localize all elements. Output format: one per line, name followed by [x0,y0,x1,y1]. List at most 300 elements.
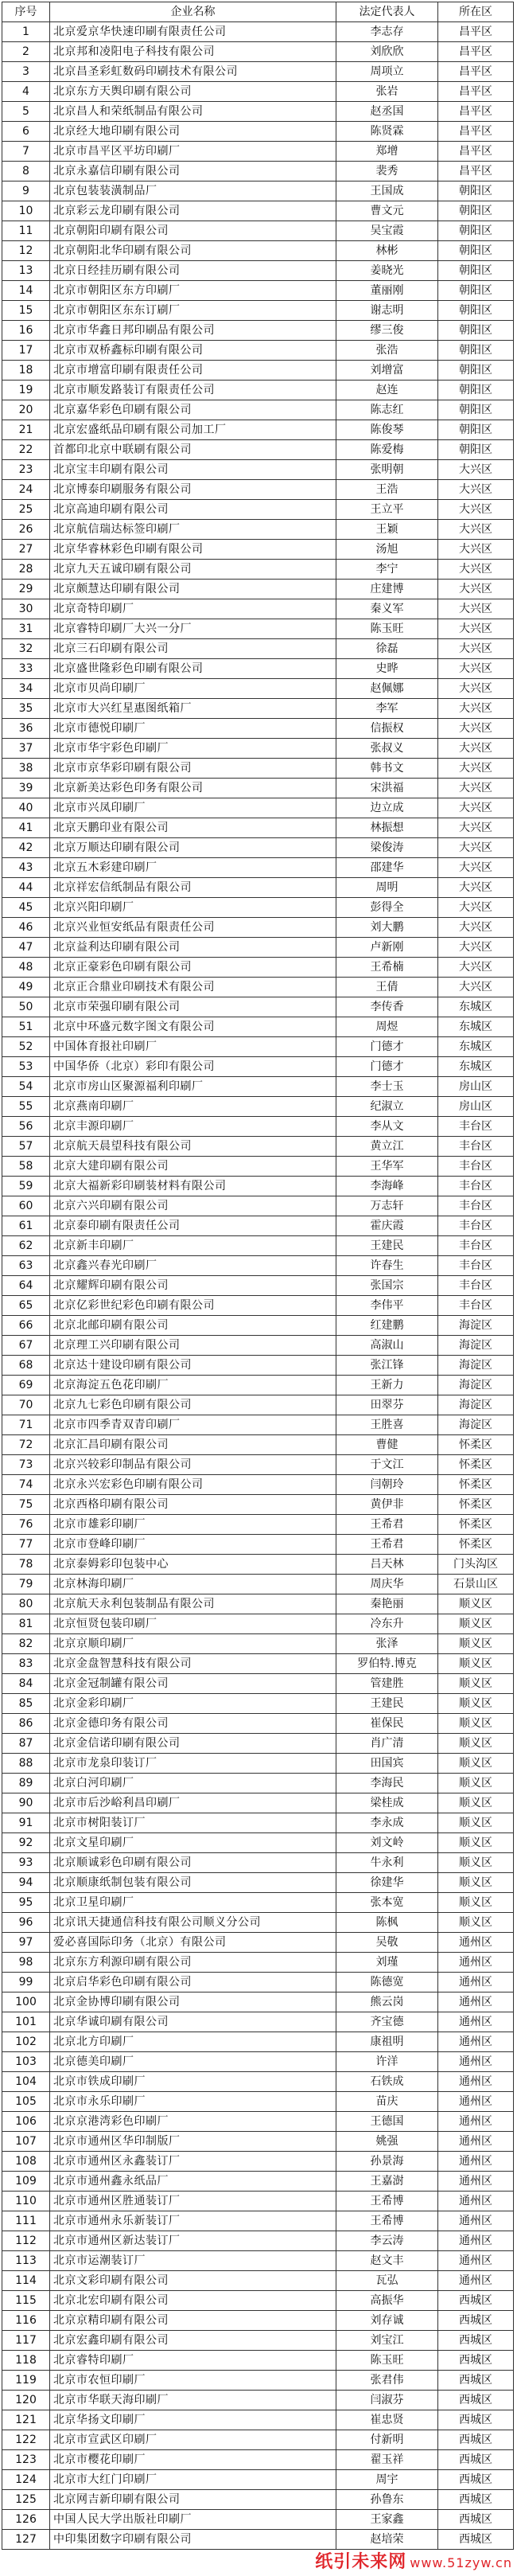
cell-legal-rep: 李从文 [336,1117,438,1137]
cell-company-name: 北京三石印刷有限公司 [50,639,336,659]
cell-no: 13 [2,261,50,281]
cell-district: 顺义区 [438,1774,514,1793]
cell-district: 朝阳区 [438,341,514,361]
cell-company-name: 北京兴业恒安纸品有限责任公司 [50,918,336,938]
cell-legal-rep: 张本宽 [336,1893,438,1913]
cell-company-name: 北京顺诚彩色印刷有限公司 [50,1853,336,1873]
cell-district: 怀柔区 [438,1455,514,1475]
cell-legal-rep: 刘增富 [336,361,438,381]
cell-company-name: 北京大福新彩印刷装材料有限公司 [50,1177,336,1196]
cell-district: 大兴区 [438,500,514,520]
header-no: 序号 [2,2,50,22]
table-row [2,1097,514,1117]
cell-legal-rep: 郑增 [336,142,438,162]
cell-district: 顺义区 [438,1833,514,1853]
cell-legal-rep: 秦艳丽 [336,1594,438,1614]
cell-district: 顺义区 [438,1654,514,1674]
cell-district: 海淀区 [438,1316,514,1336]
cell-legal-rep: 林振想 [336,818,438,838]
cell-legal-rep: 瓦弘 [336,2271,438,2291]
cell-company-name: 北京嘉华彩色印刷有限公司 [50,400,336,420]
cell-company-name: 北京彩云龙印刷有限公司 [50,201,336,221]
cell-company-name: 中国体育报社印刷厂 [50,1037,336,1057]
cell-district: 大兴区 [438,619,514,639]
table-row [2,2410,514,2430]
cell-legal-rep: 许洋 [336,2052,438,2072]
cell-company-name: 北京市永乐印刷厂 [50,2092,336,2112]
cell-legal-rep: 王希博 [336,2211,438,2231]
cell-legal-rep: 刘欣欣 [336,42,438,62]
cell-no: 19 [2,381,50,400]
cell-no: 40 [2,798,50,818]
table-row [2,1515,514,1535]
cell-legal-rep: 张叔义 [336,739,438,759]
cell-company-name: 北京天鹏印业有限公司 [50,818,336,838]
table-row [2,301,514,321]
cell-district: 朝阳区 [438,440,514,460]
cell-legal-rep: 李军 [336,699,438,719]
cell-legal-rep: 李海民 [336,1774,438,1793]
cell-company-name: 北京德美印刷厂 [50,2052,336,2072]
cell-legal-rep: 姚强 [336,2132,438,2152]
cell-legal-rep: 刘大鹏 [336,918,438,938]
cell-legal-rep: 曹文元 [336,201,438,221]
table-row [2,1913,514,1933]
cell-district: 西城区 [438,2470,514,2490]
cell-no: 105 [2,2092,50,2112]
cell-company-name: 北京西格印刷有限公司 [50,1495,336,1515]
cell-company-name: 北京恒贤包装印刷厂 [50,1614,336,1634]
cell-no: 5 [2,102,50,122]
cell-district: 通州区 [438,2052,514,2072]
cell-legal-rep: 红建鹏 [336,1316,438,1336]
cell-company-name: 中国人民大学出版社印刷厂 [50,2510,336,2530]
cell-company-name: 北京市华鑫日邦印刷品有限公司 [50,321,336,341]
cell-company-name: 北京鑫兴春光印刷厂 [50,1256,336,1276]
cell-no: 27 [2,540,50,560]
cell-legal-rep: 牛永利 [336,1853,438,1873]
table-row [2,1376,514,1395]
cell-no: 97 [2,1933,50,1953]
cell-legal-rep: 王胜喜 [336,1415,438,1435]
cell-no: 75 [2,1495,50,1515]
table-row [2,1714,514,1734]
cell-district: 通州区 [438,2112,514,2132]
cell-district: 门头沟区 [438,1555,514,1575]
table-row [2,1893,514,1913]
cell-legal-rep: 韩书文 [336,759,438,779]
cell-no: 9 [2,181,50,201]
cell-legal-rep: 赵文丰 [336,2251,438,2271]
table-row [2,2032,514,2052]
table-row [2,1833,514,1853]
cell-district: 大兴区 [438,599,514,619]
table-row [2,62,514,82]
cell-company-name: 北京市树阳装订厂 [50,1813,336,1833]
cell-district: 昌平区 [438,82,514,102]
cell-district: 丰台区 [438,1296,514,1316]
cell-district: 大兴区 [438,978,514,997]
cell-company-name: 北京九七彩色印刷有限公司 [50,1395,336,1415]
table-row [2,1654,514,1674]
cell-legal-rep: 王嘉澍 [336,2172,438,2192]
cell-company-name: 北京市昌平区平坊印刷厂 [50,142,336,162]
cell-district: 昌平区 [438,142,514,162]
cell-district: 大兴区 [438,958,514,978]
table-row [2,142,514,162]
cell-no: 115 [2,2291,50,2311]
cell-no: 127 [2,2530,50,2550]
table-row [2,1754,514,1774]
cell-legal-rep: 王新力 [336,1376,438,1395]
cell-legal-rep: 周煜 [336,1017,438,1037]
cell-legal-rep: 肖广清 [336,1734,438,1754]
cell-district: 通州区 [438,2132,514,2152]
cell-district: 朝阳区 [438,420,514,440]
cell-company-name: 北京宏盛纸品印刷有限公司加工厂 [50,420,336,440]
cell-no: 11 [2,221,50,241]
cell-legal-rep: 王德国 [336,2112,438,2132]
cell-district: 顺义区 [438,1634,514,1654]
cell-legal-rep: 孙鲁东 [336,2490,438,2510]
cell-company-name: 北京新丰印刷厂 [50,1236,336,1256]
cell-legal-rep: 裴秀 [336,162,438,181]
table-row [2,22,514,42]
cell-district: 大兴区 [438,480,514,500]
cell-no: 64 [2,1276,50,1296]
table-row [2,1674,514,1694]
cell-legal-rep: 许春生 [336,1256,438,1276]
cell-no: 35 [2,699,50,719]
cell-company-name: 北京市通州鑫永纸品厂 [50,2172,336,2192]
cell-company-name: 北京睿特印刷厂 [50,2351,336,2371]
cell-legal-rep: 李志存 [336,22,438,42]
table-row [2,2251,514,2271]
cell-no: 112 [2,2231,50,2251]
cell-company-name: 北京启华彩色印刷有限公司 [50,1973,336,1992]
cell-district: 昌平区 [438,22,514,42]
cell-company-name: 北京日经挂历刷有限公司 [50,261,336,281]
table-row [2,2391,514,2410]
cell-company-name: 北京北宏印刷有限公司 [50,2291,336,2311]
table-row [2,1953,514,1973]
cell-district: 通州区 [438,2012,514,2032]
table-row [2,460,514,480]
table-row [2,540,514,560]
cell-district: 丰台区 [438,1276,514,1296]
cell-legal-rep: 张江锋 [336,1356,438,1376]
cell-legal-rep: 梁桂成 [336,1793,438,1813]
cell-district: 海淀区 [438,1395,514,1415]
table-row [2,162,514,181]
cell-legal-rep: 张君伟 [336,2371,438,2391]
cell-company-name: 北京金德印务有限公司 [50,1714,336,1734]
cell-company-name: 北京正豪彩色印刷有限公司 [50,958,336,978]
cell-company-name: 北京金盘智慧科技有限公司 [50,1654,336,1674]
cell-company-name: 北京市农恒印刷厂 [50,2371,336,2391]
cell-district: 顺义区 [438,1694,514,1714]
cell-no: 63 [2,1256,50,1276]
cell-company-name: 北京市通州区胜通装订厂 [50,2192,336,2211]
cell-district: 朝阳区 [438,181,514,201]
cell-company-name: 北京六兴印刷有限公司 [50,1196,336,1216]
cell-no: 1 [2,22,50,42]
cell-legal-rep: 门德才 [336,1037,438,1057]
cell-district: 怀柔区 [438,1515,514,1535]
cell-no: 32 [2,639,50,659]
cell-district: 朝阳区 [438,361,514,381]
cell-district: 西城区 [438,2530,514,2550]
cell-district: 西城区 [438,2391,514,2410]
table-row [2,1236,514,1256]
cell-company-name: 北京盛世隆彩色印刷有限公司 [50,659,336,679]
cell-district: 大兴区 [438,898,514,918]
cell-no: 41 [2,818,50,838]
table-row [2,918,514,938]
cell-no: 20 [2,400,50,420]
cell-company-name: 北京市房山区聚源福利印刷厂 [50,1077,336,1097]
cell-company-name: 北京奇特印刷厂 [50,599,336,619]
table-row [2,1575,514,1594]
table-row [2,2510,514,2530]
cell-company-name: 北京讯天捷通信科技有限公司顺义分公司 [50,1913,336,1933]
cell-legal-rep: 孙景海 [336,2152,438,2172]
cell-company-name: 北京市顺发路装订有限责任公司 [50,381,336,400]
cell-company-name: 北京华睿林彩色印刷有限公司 [50,540,336,560]
cell-company-name: 北京东方天舆印刷有限公司 [50,82,336,102]
cell-district: 大兴区 [438,540,514,560]
cell-district: 西城区 [438,2331,514,2351]
header-rep: 法定代表人 [336,2,438,22]
table-row [2,42,514,62]
cell-company-name: 北京市通州区永鑫装订厂 [50,2152,336,2172]
cell-district: 东城区 [438,1057,514,1077]
cell-legal-rep: 高振华 [336,2291,438,2311]
cell-company-name: 北京金协博印刷有限公司 [50,1992,336,2012]
cell-legal-rep: 张岩 [336,82,438,102]
cell-legal-rep: 赵佩娜 [336,679,438,699]
cell-no: 58 [2,1157,50,1177]
cell-company-name: 北京爱京华快速印刷有限责任公司 [50,22,336,42]
table-row [2,1276,514,1296]
cell-legal-rep: 张国宗 [336,1276,438,1296]
table-row [2,2052,514,2072]
cell-district: 朝阳区 [438,201,514,221]
cell-legal-rep: 周明 [336,878,438,898]
table-row [2,1774,514,1793]
cell-district: 顺义区 [438,1754,514,1774]
cell-company-name: 北京市贝尚印刷厂 [50,679,336,699]
table-row [2,520,514,540]
cell-district: 西城区 [438,2410,514,2430]
cell-no: 24 [2,480,50,500]
table-row [2,361,514,381]
cell-district: 顺义区 [438,1873,514,1893]
table-row [2,2092,514,2112]
cell-district: 丰台区 [438,1216,514,1236]
cell-legal-rep: 陈贤霖 [336,122,438,142]
cell-no: 125 [2,2490,50,2510]
table-row [2,659,514,679]
cell-no: 14 [2,281,50,301]
cell-no: 48 [2,958,50,978]
cell-company-name: 北京华诚印刷有限公司 [50,2012,336,2032]
cell-legal-rep: 王华军 [336,1157,438,1177]
cell-no: 69 [2,1376,50,1395]
cell-district: 昌平区 [438,162,514,181]
cell-no: 123 [2,2450,50,2470]
cell-company-name: 北京丰源印刷厂 [50,1117,336,1137]
cell-company-name: 北京京港湾彩色印刷厂 [50,2112,336,2132]
cell-company-name: 北京京精印刷有限公司 [50,2311,336,2331]
cell-legal-rep: 霍庆霞 [336,1216,438,1236]
cell-company-name: 北京永兴宏彩色印刷有限公司 [50,1475,336,1495]
cell-district: 丰台区 [438,1137,514,1157]
cell-district: 大兴区 [438,838,514,858]
cell-district: 大兴区 [438,798,514,818]
table-row [2,759,514,779]
table-row [2,1216,514,1236]
cell-district: 通州区 [438,2231,514,2251]
cell-legal-rep: 张明朝 [336,460,438,480]
cell-no: 104 [2,2072,50,2092]
cell-company-name: 北京包装装潢制品厂 [50,181,336,201]
cell-no: 67 [2,1336,50,1356]
cell-no: 120 [2,2391,50,2410]
table-row [2,2450,514,2470]
cell-company-name: 中国华侨（北京）彩印有限公司 [50,1057,336,1077]
cell-district: 西城区 [438,2311,514,2331]
cell-no: 85 [2,1694,50,1714]
cell-legal-rep: 周庆华 [336,1575,438,1594]
cell-no: 52 [2,1037,50,1057]
cell-district: 顺义区 [438,1594,514,1614]
cell-district: 大兴区 [438,560,514,580]
table-row [2,2132,514,2152]
cell-legal-rep: 边立成 [336,798,438,818]
table-row [2,2351,514,2371]
cell-company-name: 北京市华联天海印刷厂 [50,2391,336,2410]
cell-district: 西城区 [438,2490,514,2510]
cell-no: 25 [2,500,50,520]
cell-legal-rep: 于文江 [336,1455,438,1475]
cell-no: 59 [2,1177,50,1196]
table-row [2,580,514,599]
cell-company-name: 北京海淀五色花印刷厂 [50,1376,336,1395]
table-row [2,1057,514,1077]
cell-legal-rep: 王倩 [336,978,438,997]
table-row [2,2112,514,2132]
enterprise-table [2,2,514,2550]
cell-legal-rep: 李宁 [336,560,438,580]
cell-district: 西城区 [438,2351,514,2371]
table-row [2,1813,514,1833]
table-row [2,102,514,122]
cell-legal-rep: 高淑山 [336,1336,438,1356]
cell-company-name: 北京亿彩世纪彩色印刷有限公司 [50,1296,336,1316]
cell-legal-rep: 王希君 [336,1535,438,1555]
cell-company-name: 北京市双桥鑫标印刷有限公司 [50,341,336,361]
cell-district: 大兴区 [438,659,514,679]
cell-no: 111 [2,2211,50,2231]
cell-company-name: 爱必喜国际印务（北京）有限公司 [50,1933,336,1953]
cell-district: 海淀区 [438,1376,514,1395]
cell-no: 34 [2,679,50,699]
table-row [2,1415,514,1435]
cell-company-name: 北京卫星印刷厂 [50,1893,336,1913]
cell-district: 西城区 [438,2291,514,2311]
cell-no: 28 [2,560,50,580]
cell-district: 顺义区 [438,1674,514,1694]
cell-company-name: 北京市通州区新达装订厂 [50,2231,336,2251]
cell-legal-rep: 王国成 [336,181,438,201]
cell-district: 海淀区 [438,1356,514,1376]
cell-no: 78 [2,1555,50,1575]
table-row [2,858,514,878]
cell-company-name: 北京顺康纸制包装有限公司 [50,1873,336,1893]
cell-no: 92 [2,1833,50,1853]
cell-legal-rep: 刘存诚 [336,2311,438,2331]
table-row [2,619,514,639]
cell-no: 38 [2,759,50,779]
cell-no: 46 [2,918,50,938]
cell-company-name: 北京燕南印刷厂 [50,1097,336,1117]
cell-district: 朝阳区 [438,400,514,420]
table-row [2,1634,514,1654]
cell-company-name: 北京泰印刷有限责任公司 [50,1216,336,1236]
cell-district: 朝阳区 [438,381,514,400]
cell-no: 29 [2,580,50,599]
cell-company-name: 北京金彩印刷厂 [50,1694,336,1714]
table-row [2,1475,514,1495]
cell-legal-rep: 王希楠 [336,958,438,978]
cell-legal-rep: 吕天林 [336,1555,438,1575]
cell-company-name: 北京林海印刷厂 [50,1575,336,1594]
cell-no: 88 [2,1754,50,1774]
cell-no: 73 [2,1455,50,1475]
cell-company-name: 北京金信诺印刷有限公司 [50,1734,336,1754]
cell-company-name: 北京白河印刷厂 [50,1774,336,1793]
table-row [2,400,514,420]
cell-legal-rep: 吴敬 [336,1933,438,1953]
cell-company-name: 北京永嘉信印刷有限公司 [50,162,336,181]
cell-district: 通州区 [438,2072,514,2092]
cell-no: 54 [2,1077,50,1097]
cell-company-name: 首都印北京中联刷有限公司 [50,440,336,460]
cell-no: 37 [2,739,50,759]
table-row [2,261,514,281]
cell-no: 121 [2,2410,50,2430]
cell-no: 109 [2,2172,50,2192]
cell-company-name: 北京金冠制罐有限公司 [50,1674,336,1694]
cell-no: 10 [2,201,50,221]
table-row [2,2172,514,2192]
cell-district: 丰台区 [438,1196,514,1216]
table-row [2,1356,514,1376]
cell-company-name: 北京经大地印刷有限公司 [50,122,336,142]
cell-no: 6 [2,122,50,142]
cell-district: 大兴区 [438,520,514,540]
table-row [2,2311,514,2331]
cell-district: 通州区 [438,1992,514,2012]
table-row [2,938,514,958]
cell-district: 丰台区 [438,1177,514,1196]
table-row [2,1157,514,1177]
cell-district: 通州区 [438,2172,514,2192]
cell-no: 83 [2,1654,50,1674]
cell-no: 82 [2,1634,50,1654]
table-row [2,1336,514,1356]
